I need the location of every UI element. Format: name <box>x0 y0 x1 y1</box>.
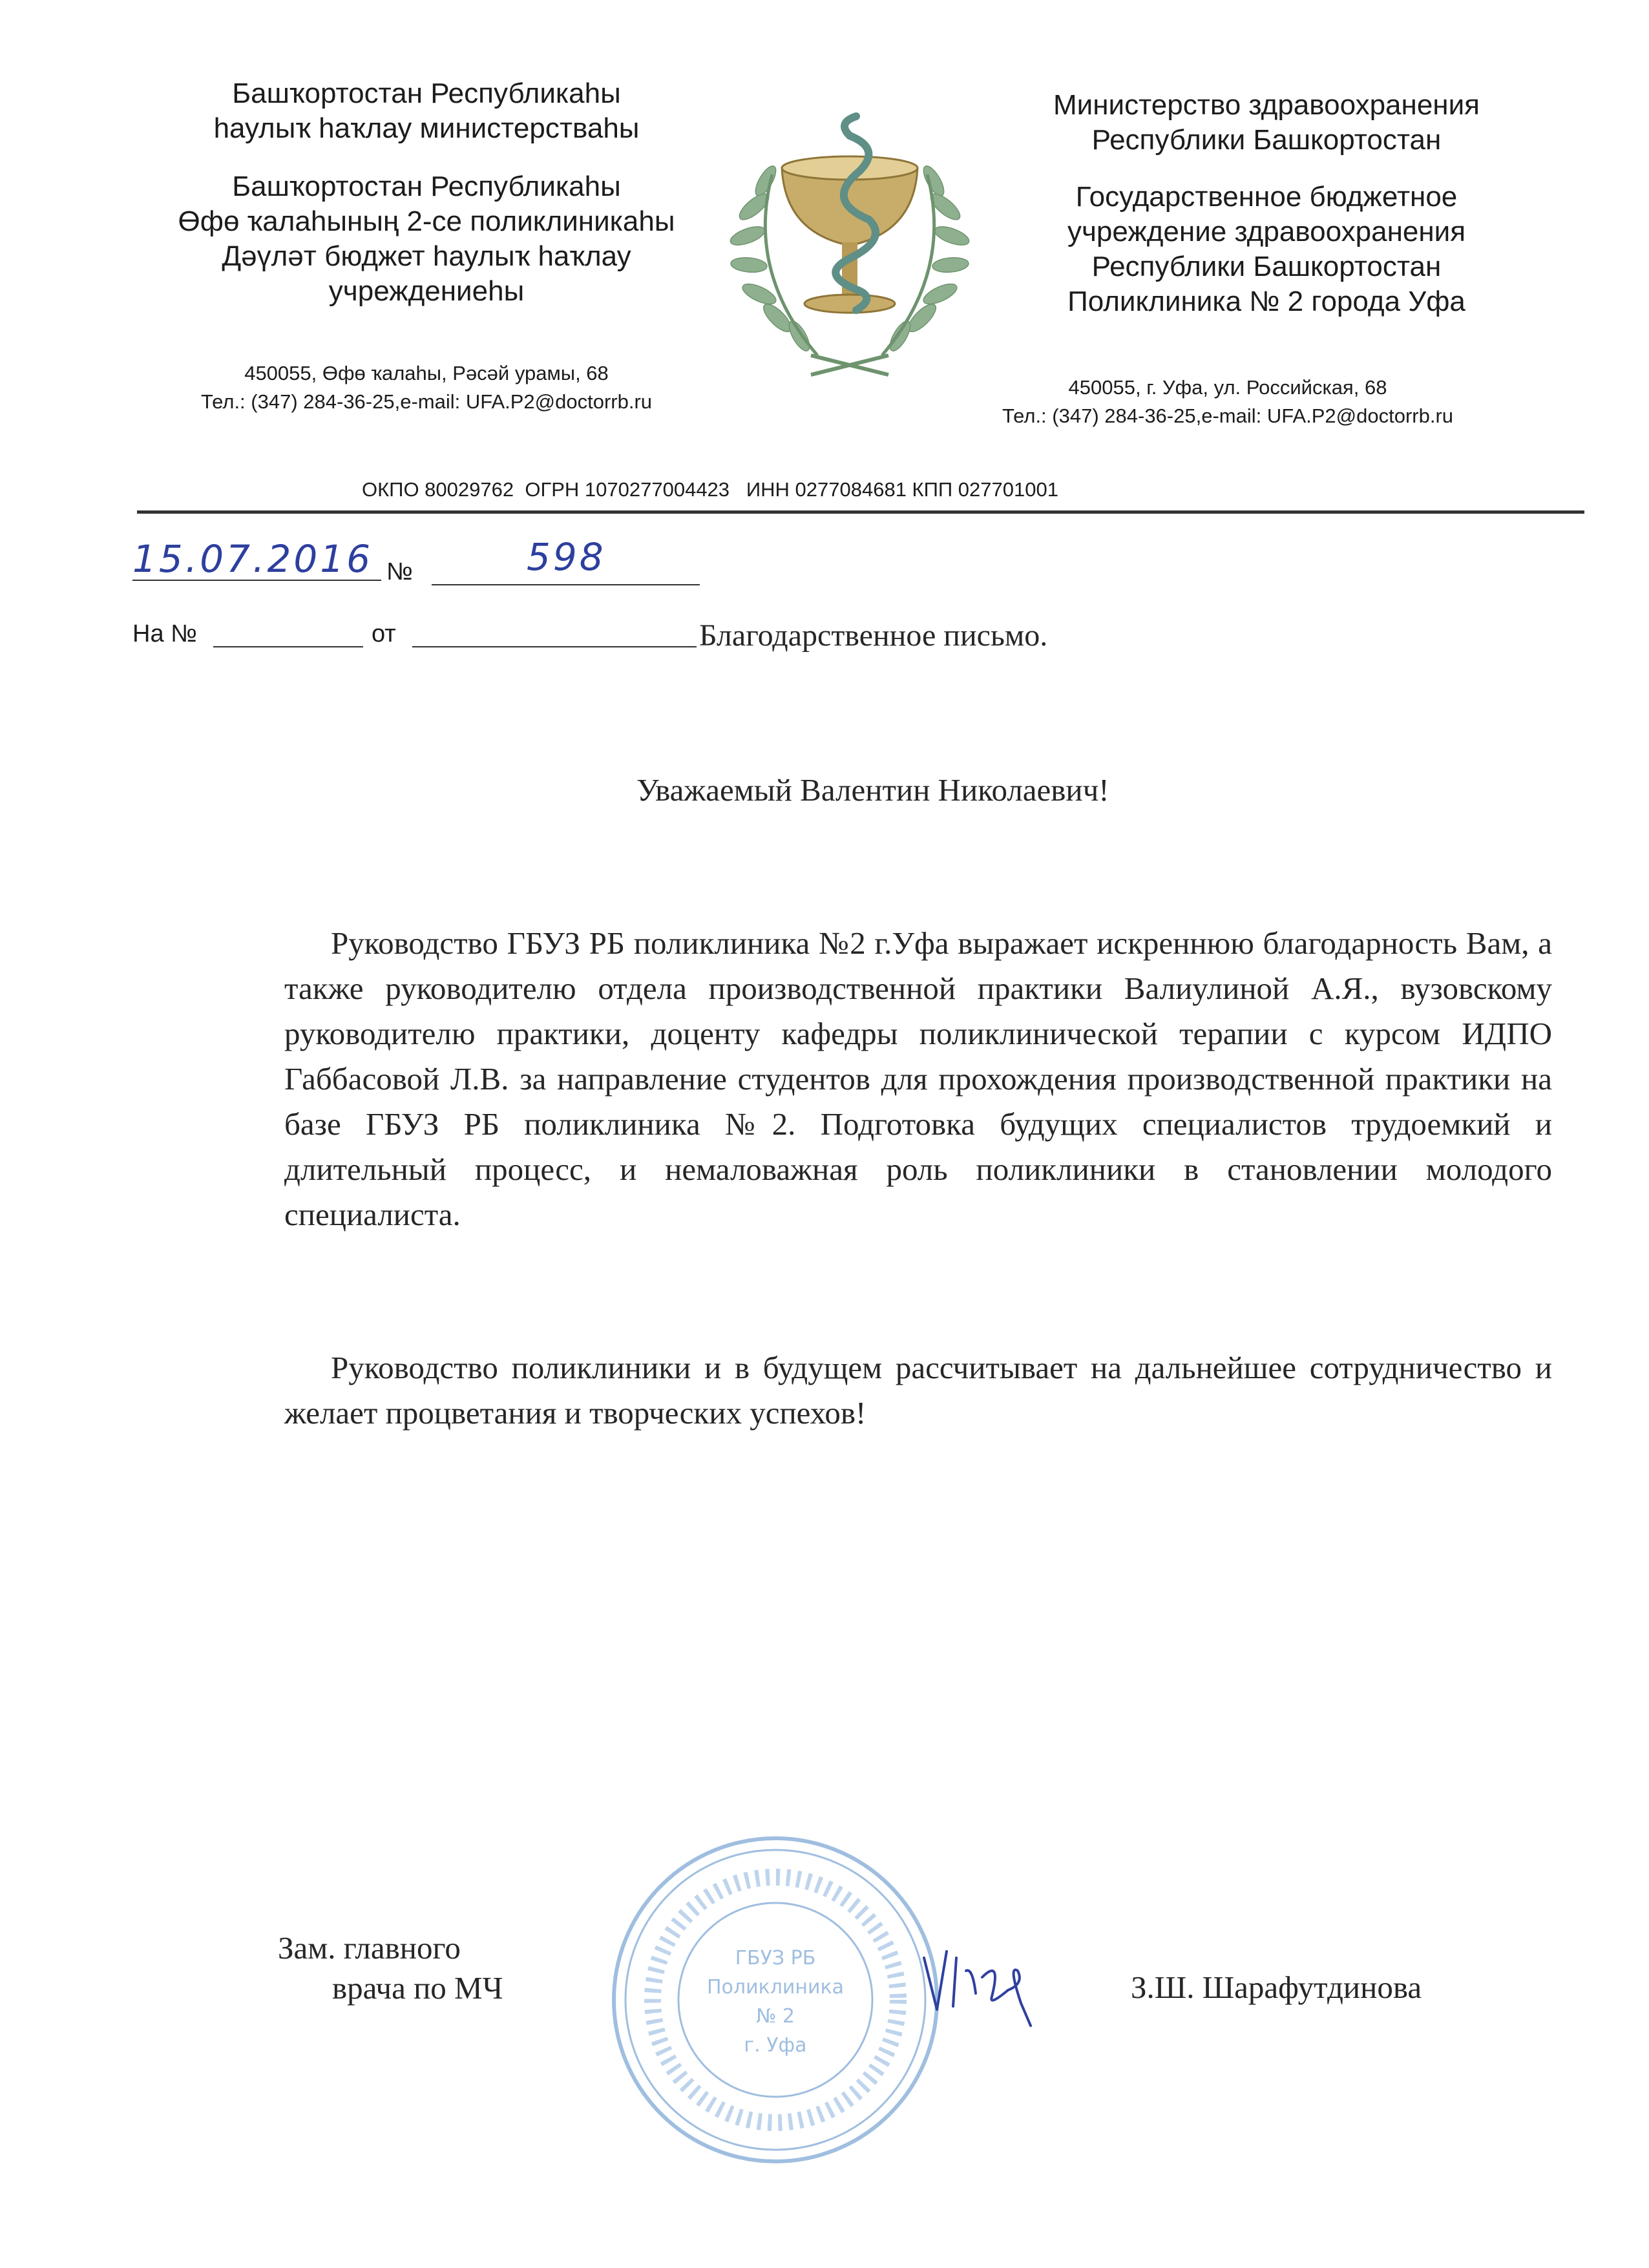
russian-org-line: Государственное бюджетное <box>1075 181 1458 213</box>
russian-ministry-line: Республики Башкортостан <box>1091 124 1442 156</box>
bashkir-org-line: Дәүләт бюджет һаулыҡ һаҡлау <box>222 240 631 272</box>
signer-position-line: врача по МЧ <box>332 1970 503 2006</box>
bashkir-ministry <box>129 76 724 146</box>
signer-position <box>278 1928 503 2008</box>
date-underline <box>132 580 381 581</box>
round-stamp-icon <box>607 1832 943 2168</box>
reply-number-underline <box>213 646 363 647</box>
number-underline <box>432 584 700 585</box>
stamp-text-line: ГБУЗ РБ <box>735 1947 816 1969</box>
bashkir-ministry-line: Башҡортостан Республикаһы <box>232 78 621 109</box>
body-paragraph: Руководство ГБУЗ РБ поликлиника №2 г.Уфа выражает искреннюю благодарность Вам, а также руководителю отдела производственной практики Валиулиной А.Я., вузовскому руководителю практики, доценту кафедры поликлинической терапии с курсом ИДПО Габбасовой Л.В. за направление студентов для прохождения производственной практики на базе ГБУЗ РБ поликлиника №2. Подготовка будущих специалистов трудоемкий и длительный процесс, и немаловажная роль поликлиники в становлении молодого специалиста. <box>284 925 1552 1232</box>
bowl-of-hygieia-laurel-icon <box>720 110 979 381</box>
handwritten-number: 598 <box>527 535 606 579</box>
letterhead-divider <box>137 510 1584 514</box>
russian-org-line: Республики Башкортостан <box>1091 251 1442 282</box>
russian-organization <box>969 180 1564 319</box>
salutation: Уважаемый Валентин Николаевич! <box>636 772 1109 808</box>
handwritten-date: 15.07.2016 <box>132 537 373 581</box>
reply-date-underline <box>412 646 697 647</box>
signer-position-line: Зам. главного <box>278 1930 461 1966</box>
bashkir-org-line: Башҡортостан Республикаһы <box>232 171 621 202</box>
russian-ministry-line: Министерство здравоохранения <box>1053 89 1480 121</box>
stamp-text-line: Поликлиника <box>707 1976 844 1999</box>
reply-from-label: от <box>372 620 396 647</box>
bashkir-contacts: Тел.: (347) 284-36-25,e-mail: UFA.P2@doctorrb.ru <box>200 390 653 413</box>
russian-address-block <box>930 373 1525 430</box>
russian-ministry <box>969 88 1564 158</box>
bashkir-org-line: Өфө ҡалаһының 2-се поликлиникаһы <box>178 205 675 237</box>
bashkir-ministry-line: һаулыҡ һаҡлау министерстваһы <box>213 112 640 144</box>
body-paragraph: Руководство поликлиники и в будущем рассчитывает на дальнейшее сотрудничество и желает процветания и творческих успехов! <box>284 1350 1552 1431</box>
handwritten-signature-icon <box>911 1932 1060 2029</box>
bashkir-org-line: учреждениеһы <box>328 275 525 307</box>
signer-name: З.Ш. Шарафутдинова <box>1131 1969 1422 2005</box>
reply-number-label: На № <box>132 620 197 647</box>
russian-org-line: Поликлиника № 2 города Уфа <box>1067 286 1465 317</box>
number-label: № <box>386 558 413 585</box>
document-title: Благодарственное письмо. <box>699 618 1048 653</box>
russian-address: 450055, г. Уфа, ул. Российская, 68 <box>1068 376 1387 399</box>
registration-codes: ОКПО 80029762 ОГРН 1070277004423 ИНН 0277084681 КПП 027701001 <box>362 478 1058 501</box>
russian-contacts: Тел.: (347) 284-36-25,e-mail: UFA.P2@doctorrb.ru <box>1002 404 1454 427</box>
stamp-text-line: г. Уфа <box>744 2034 807 2057</box>
bashkir-organization <box>129 169 724 309</box>
russian-org-line: учреждение здравоохранения <box>1067 216 1466 247</box>
bashkir-address-block <box>129 359 724 416</box>
bashkir-address: 450055, Өфө ҡалаһы, Рәсәй урамы, 68 <box>244 362 609 384</box>
stamp-text-line: № 2 <box>756 2005 795 2028</box>
